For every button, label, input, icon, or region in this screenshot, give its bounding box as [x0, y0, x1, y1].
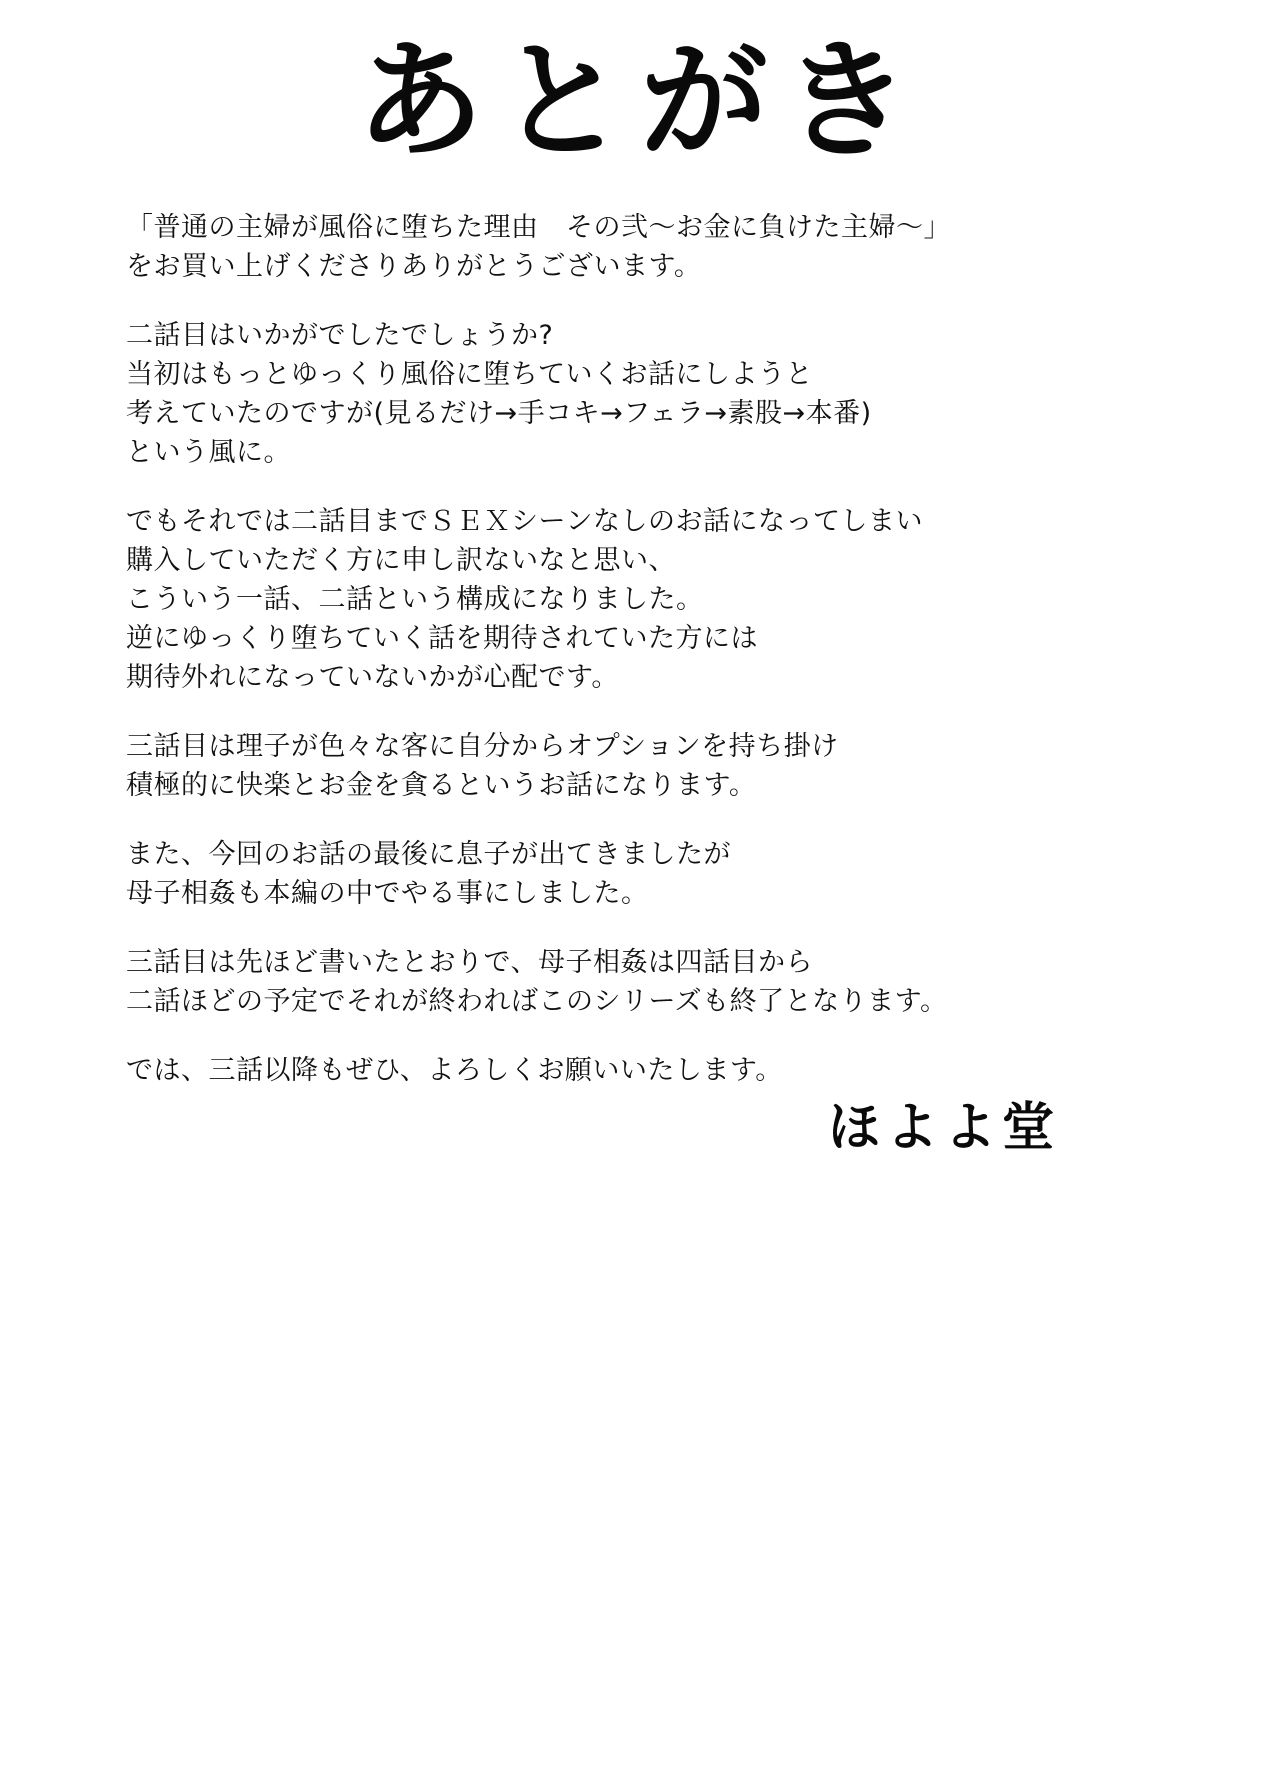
paragraph-son-appearance: [126, 835, 1146, 913]
paragraph-structure-reason: [126, 502, 1146, 697]
page-title: あとがき: [355, 26, 924, 176]
text-line: 三話目は先ほど書いたとおりで、母子相姦は四話目から: [126, 947, 813, 978]
text-line: 母子相姦も本編の中でやる事にしました。: [126, 878, 649, 909]
text-line: 積極的に快楽とお金を貪るというお話になります。: [126, 770, 757, 801]
text-line: 考えていたのですが(見るだけ→手コキ→フェラ→素股→本番): [126, 398, 872, 429]
text-line: 「普通の主婦が風俗に堕ちた理由 その弐〜お金に負けた主婦〜」: [126, 212, 951, 243]
author-signature: ほよよ堂: [827, 1097, 1060, 1158]
paragraph-episode-three: [126, 727, 1146, 805]
paragraph-series-plan: [126, 943, 1146, 1021]
afterword-body: [126, 208, 1146, 1090]
text-line: 逆にゆっくり堕ちていく話を期待されていた方には: [126, 623, 758, 654]
text-line: という風に。: [126, 437, 291, 468]
paragraph-thanks: [126, 208, 1146, 286]
text-line: 当初はもっとゆっくり風俗に堕ちていくお話にしようと: [126, 359, 813, 390]
text-line: では、三話以降もぜひ、よろしくお願いいたします。: [126, 1055, 783, 1086]
text-line: でもそれでは二話目までＳＥＸシーンなしのお話になってしまい: [126, 506, 923, 537]
text-line: 三話目は理子が色々な客に自分からオプションを持ち掛け: [126, 731, 839, 762]
text-line: 購入していただく方に申し訳ないなと思い、: [126, 545, 676, 576]
paragraph-episode-two-impressions: [126, 316, 1146, 472]
text-line: 二話ほどの予定でそれが終わればこのシリーズも終了となります。: [126, 986, 948, 1017]
text-line: こういう一話、二話という構成になりました。: [126, 584, 704, 615]
text-line: また、今回のお話の最後に息子が出てきましたが: [126, 839, 731, 870]
text-line: 期待外れになっていないかが心配です。: [126, 662, 619, 693]
text-line: をお買い上げくださりありがとうございます。: [126, 251, 702, 282]
text-line: 二話目はいかがでしたでしょうか?: [126, 320, 554, 351]
